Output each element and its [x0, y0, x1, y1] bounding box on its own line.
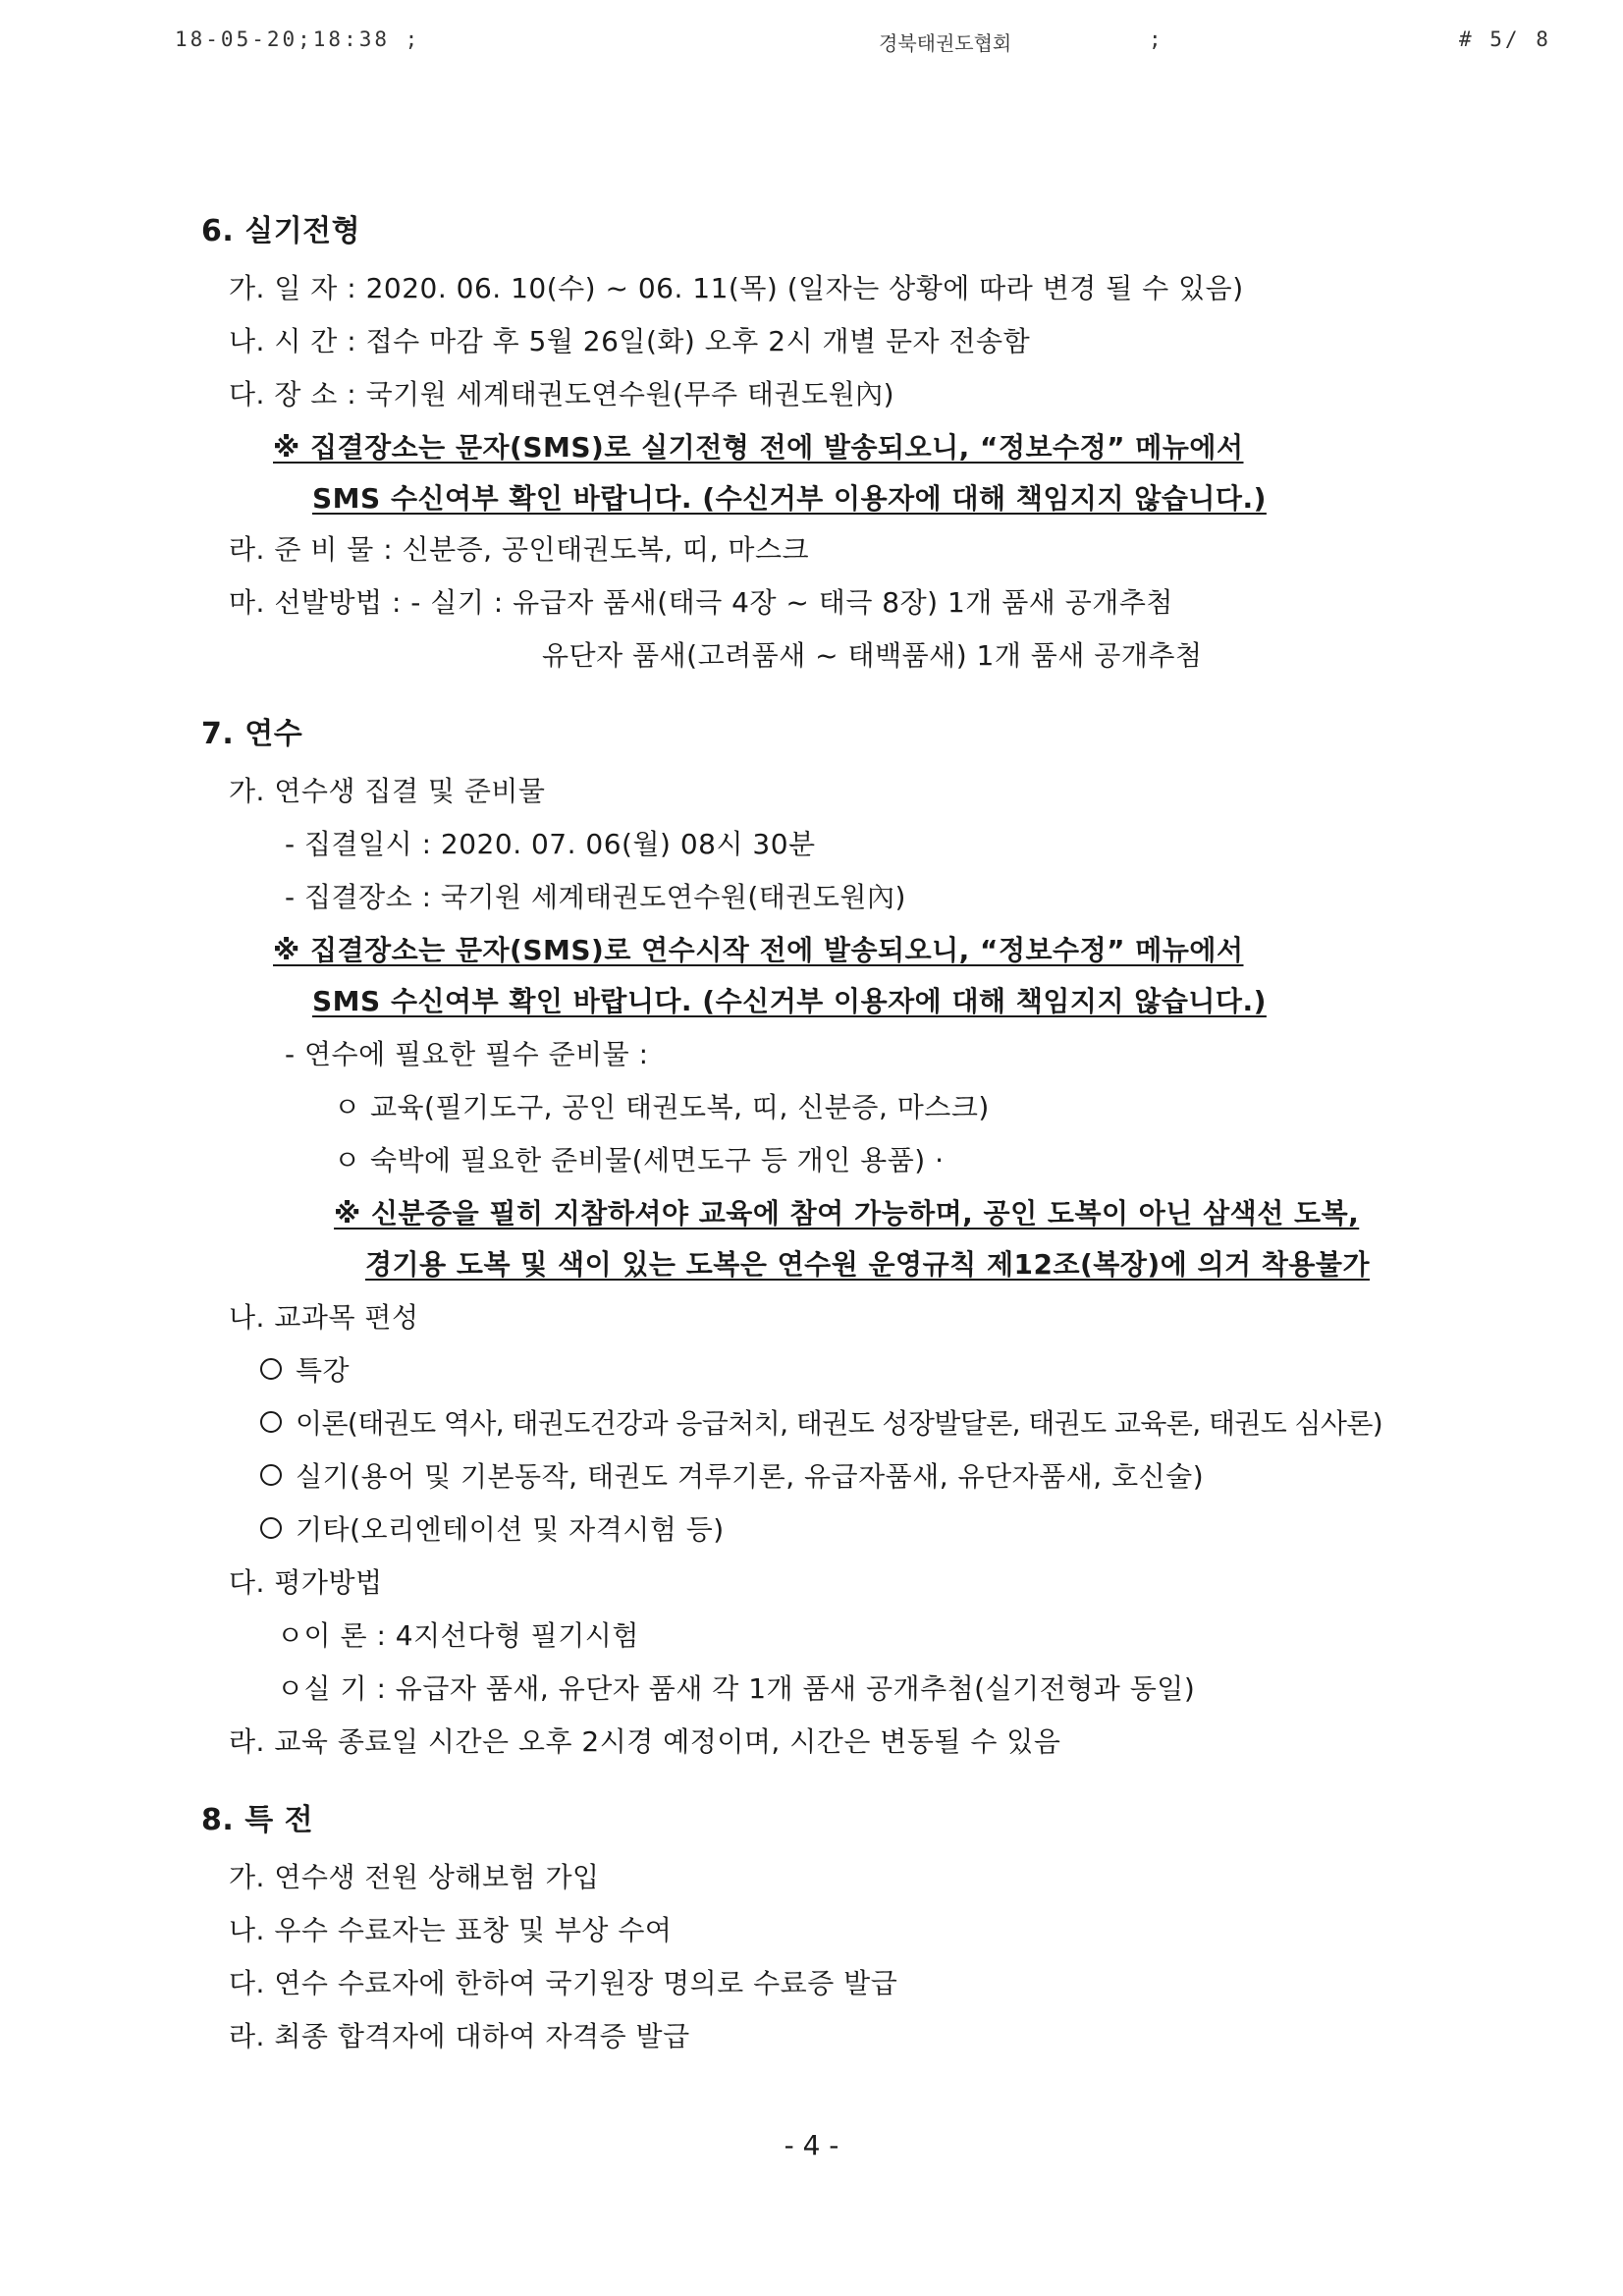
section6-method-line1: 마. 선발방법 : - 실기 : 유급자 품새(태극 4장 ~ 태극 8장) 1개 품새 공개추첨 — [229, 586, 1173, 619]
section7-c-practice: ㅇ실 기 : 유급자 품새, 유단자 품새 각 1개 품새 공개추첨(실기전형과 동일) — [277, 1672, 1196, 1705]
section7-a-place: - 집결장소 : 국기원 세계태권도연수원(태권도원內) — [285, 881, 906, 913]
fax-sender: 경북태권도협회 — [879, 31, 1012, 55]
section7-a-item2: ㅇ 숙박에 필요한 준비물(세면도구 등 개인 용품) · — [334, 1144, 945, 1176]
section7-b-item2: 이론(태권도 역사, 태권도건강과 응급처치, 태권도 성장발달론, 태권도 교육론, 태권도 심사론) — [260, 1406, 1382, 1442]
fax-separator: ; — [1149, 27, 1162, 51]
section6-time: 나. 시 간 : 접수 마감 후 5월 26일(화) 오후 2시 개별 문자 전송함 — [229, 325, 1031, 357]
section6-method-line2: 유단자 품새(고려품새 ~ 태백품새) 1개 품새 공개추첨 — [542, 639, 1203, 672]
circle-bullet-icon — [260, 1358, 282, 1380]
section7-b-title: 나. 교과목 편성 — [229, 1301, 419, 1334]
section8-title: 8. 특 전 — [201, 1803, 314, 1837]
section7-b-item1: 특강 — [260, 1353, 350, 1389]
circle-bullet-icon — [260, 1517, 282, 1539]
section6-title: 6. 실기전형 — [201, 214, 361, 248]
fax-timestamp: 18-05-20;18:38 ; — [175, 27, 421, 51]
section6-date: 가. 일 자 : 2020. 06. 10(수) ~ 06. 11(목) (일자는 상황에 따라 변경 될 수 있음) — [229, 272, 1244, 304]
section7-c-title: 다. 평가방법 — [229, 1566, 383, 1599]
section7-a-date: - 집결일시 : 2020. 07. 06(월) 08시 30분 — [285, 828, 816, 860]
section7-b-item4: 기타(오리엔테이션 및 자격시험 등) — [260, 1512, 725, 1548]
section7-a-items-title: - 연수에 필요한 필수 준비물 : — [285, 1038, 649, 1070]
fax-header — [0, 27, 1623, 67]
section7-d-line: 라. 교육 종료일 시간은 오후 2시경 예정이며, 시간은 변동될 수 있음 — [229, 1725, 1061, 1758]
section6-place: 다. 장 소 : 국기원 세계태권도연수원(무주 태권도원內) — [229, 378, 895, 410]
circle-bullet-icon — [260, 1464, 282, 1486]
section6-notice-line1: ※ 집결장소는 문자(SMS)로 실기전형 전에 발송되오니, “정보수정” 메뉴에서 — [273, 431, 1244, 464]
circle-bullet-icon — [260, 1411, 282, 1433]
section8-line2: 나. 우수 수료자는 표창 및 부상 수여 — [229, 1914, 673, 1946]
section7-title: 7. 연수 — [201, 717, 303, 751]
section7-uniform-notice2: 경기용 도복 및 색이 있는 도복은 연수원 운영규칙 제12조(복장)에 의거 착용불가 — [365, 1248, 1371, 1281]
section6-notice-line2: SMS 수신여부 확인 바랍니다. (수신거부 이용자에 대해 책임지지 않습니다.) — [312, 482, 1267, 515]
section8-line4: 라. 최종 합격자에 대하여 자격증 발급 — [229, 2020, 690, 2052]
section7-notice-line2: SMS 수신여부 확인 바랍니다. (수신거부 이용자에 대해 책임지지 않습니다.) — [312, 985, 1267, 1017]
section6-prep: 라. 준 비 물 : 신분증, 공인태권도복, 띠, 마스크 — [229, 533, 810, 566]
section7-a-item1: ㅇ 교육(필기도구, 공인 태권도복, 띠, 신분증, 마스크) — [334, 1091, 990, 1123]
section7-uniform-notice1: ※ 신분증을 필히 지참하셔야 교육에 참여 가능하며, 공인 도복이 아닌 삼색선 도복, — [334, 1197, 1360, 1230]
section7-b-item3: 실기(용어 및 기본동작, 태권도 겨루기론, 유급자품새, 유단자품새, 호신술) — [260, 1459, 1204, 1495]
section7-a-title: 가. 연수생 집결 및 준비물 — [229, 775, 546, 807]
fax-page: # 5/ 8 — [1459, 27, 1551, 51]
section8-line1: 가. 연수생 전원 상해보험 가입 — [229, 1861, 600, 1893]
page-number: - 4 - — [784, 2129, 839, 2161]
section7-notice-line1: ※ 집결장소는 문자(SMS)로 연수시작 전에 발송되오니, “정보수정” 메뉴에서 — [273, 934, 1244, 966]
section8-line3: 다. 연수 수료자에 한하여 국기원장 명의로 수료증 발급 — [229, 1967, 898, 1999]
section7-c-theory: ㅇ이 론 : 4지선다형 필기시험 — [277, 1619, 639, 1652]
